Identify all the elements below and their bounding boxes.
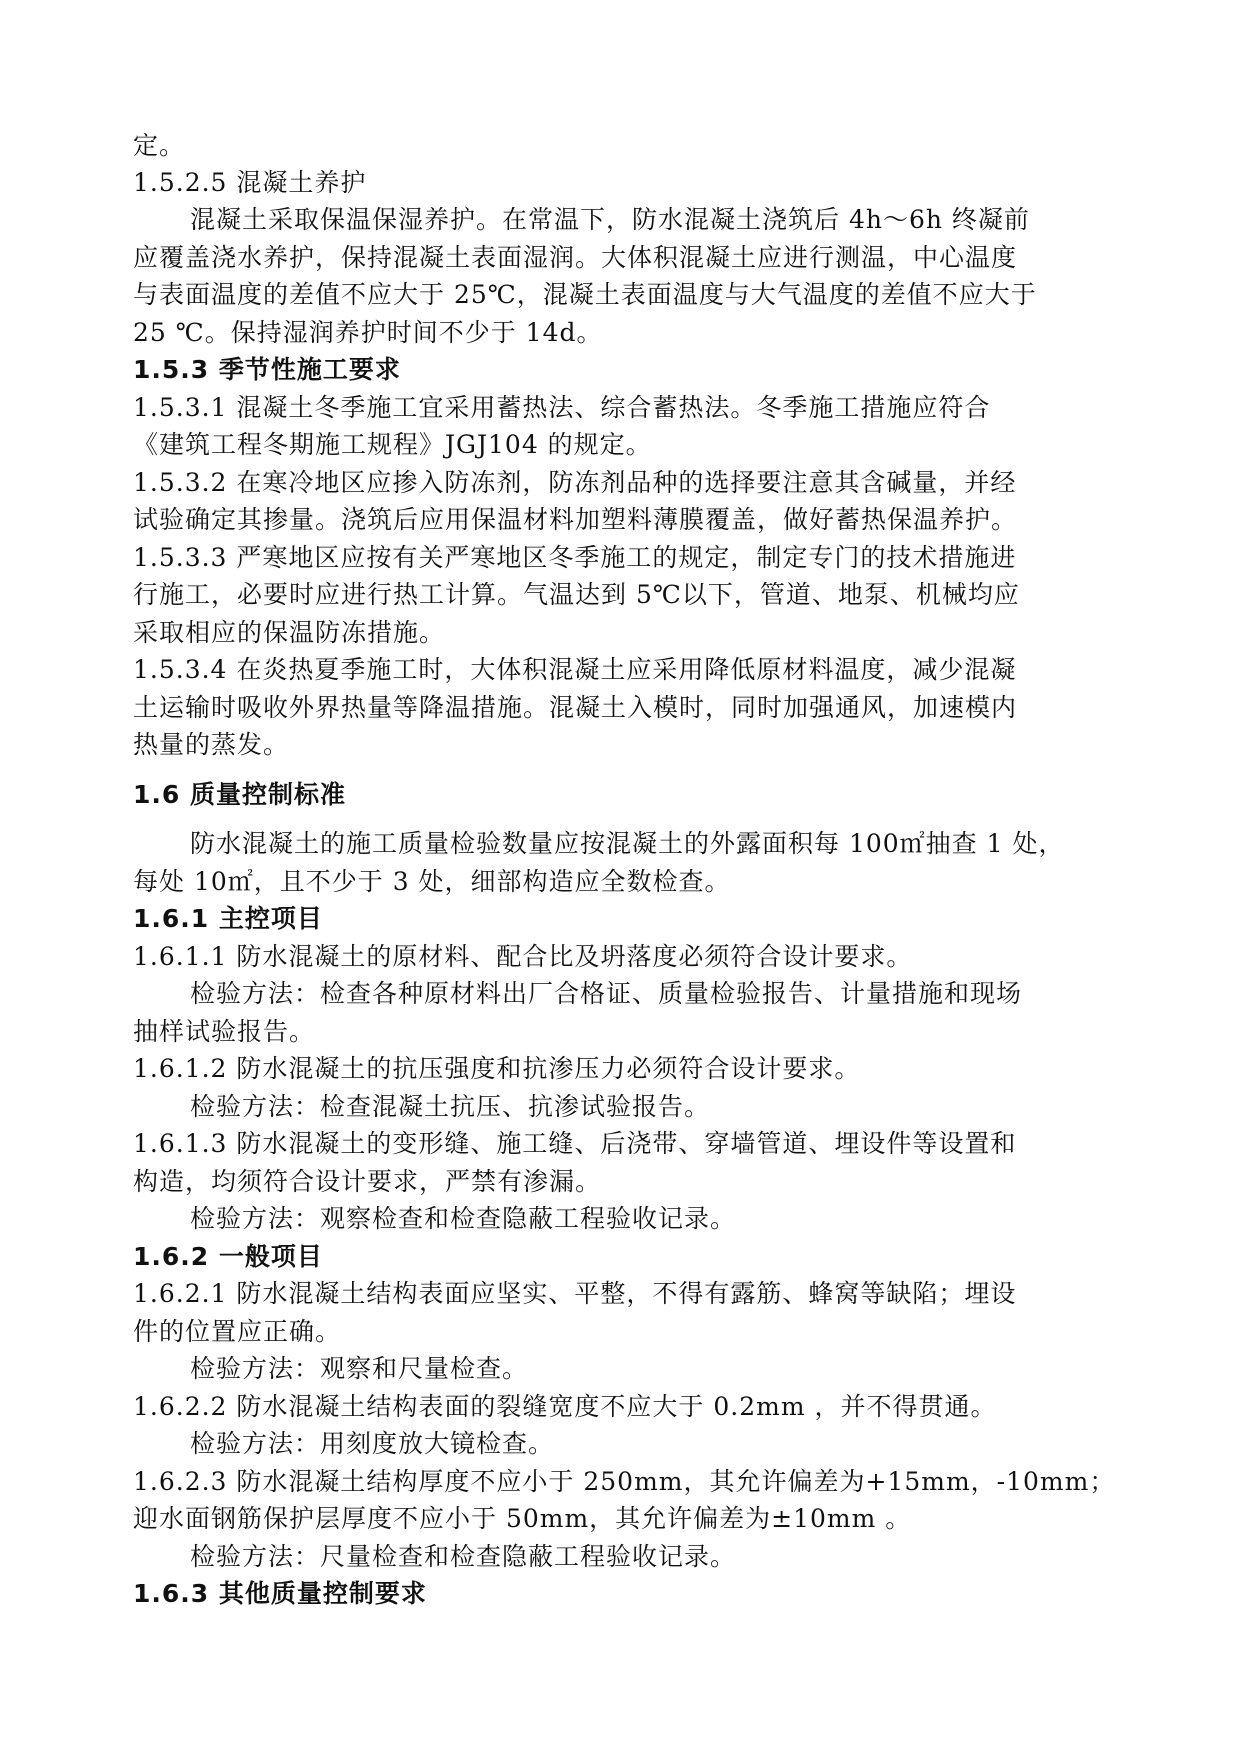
section-heading: 1.6.3 其他质量控制要求 [133,1579,427,1608]
paragraph-line: 应覆盖浇水养护，保持混凝土表面湿润。大体积混凝土应进行测温，中心温度 [133,243,1018,272]
paragraph-line: 土运输时吸收外界热量等降温措施。混凝土入模时，同时加强通风，加速模内 [133,693,1018,722]
paragraph-line: 检验方法：检查混凝土抗压、抗渗试验报告。 [190,1092,711,1121]
paragraph-line: 检验方法：观察和尺量检查。 [190,1354,529,1383]
paragraph-line: 检验方法：用刻度放大镜检查。 [190,1429,555,1458]
paragraph-line: 检验方法：尺量检查和检查隐蔽工程验收记录。 [190,1542,737,1571]
paragraph-line: 1.6.2.3 防水混凝土结构厚度不应小于 250mm，其允许偏差为+15mm，-10mm； [133,1467,1116,1496]
section-heading: 1.6.1 主控项目 [133,904,323,933]
section-heading: 1.6 质量控制标准 [133,780,346,809]
paragraph-line: 与表面温度的差值不应大于 25℃，混凝土表面温度与大气温度的差值不应大于 [133,280,1037,309]
paragraph-line: 《建筑工程冬期施工规程》JGJ104 的规定。 [133,430,652,459]
paragraph-line: 1.6.1.2 防水混凝土的抗压强度和抗渗压力必须符合设计要求。 [133,1054,861,1083]
paragraph-line: 试验确定其掺量。浇筑后应用保温材料加塑料薄膜覆盖，做好蓄热保温养护。 [133,505,1018,534]
paragraph-line: 1.5.3.1 混凝土冬季施工宜采用蓄热法、综合蓄热法。冬季施工措施应符合 [133,393,991,422]
section-heading: 1.6.2 一般项目 [133,1242,323,1271]
paragraph-line: 1.6.1.1 防水混凝土的原材料、配合比及坍落度必须符合设计要求。 [133,942,913,971]
paragraph-line: 1.5.3.4 在炎热夏季施工时，大体积混凝土应采用降低原材料温度，减少混凝 [133,655,1017,684]
paragraph-line: 件的位置应正确。 [133,1317,342,1346]
paragraph-line: 行施工，必要时应进行热工计算。气温达到 5℃以下，管道、地泵、机械均应 [133,580,1020,609]
paragraph-line: 混凝土采取保温保湿养护。在常温下，防水混凝土浇筑后 4h～6h 终凝前 [190,205,1030,234]
paragraph-line: 采取相应的保温防冻措施。 [133,618,446,647]
paragraph-line: 1.5.3.3 严寒地区应按有关严寒地区冬季施工的规定，制定专门的技术措施进 [133,543,1017,572]
paragraph-line: 1.6.1.3 防水混凝土的变形缝、施工缝、后浇带、穿墙管道、埋设件等设置和 [133,1129,1017,1158]
paragraph-line: 1.6.2.2 防水混凝土结构表面的裂缝宽度不应大于 0.2mm ，并不得贯通。 [133,1392,997,1421]
paragraph-line: 热量的蒸发。 [133,730,290,759]
paragraph-line: 每处 10㎡，且不少于 3 处，细部构造应全数检查。 [133,867,731,896]
paragraph-line: 25 ℃。保持湿润养护时间不少于 14d。 [133,318,603,347]
text-line: 定。 [133,131,186,160]
paragraph-line: 抽样试验报告。 [133,1017,316,1046]
paragraph-line: 1.5.3.2 在寒冷地区应掺入防冻剂，防冻剂品种的选择要注意其含碱量，并经 [133,468,1017,497]
paragraph-line: 构造，均须符合设计要求，严禁有渗漏。 [133,1167,602,1196]
paragraph-line: 检验方法：观察检查和检查隐蔽工程验收记录。 [190,1204,737,1233]
paragraph-line: 迎水面钢筋保护层厚度不应小于 50mm，其允许偏差为±10mm 。 [133,1504,912,1533]
paragraph-line: 1.6.2.1 防水混凝土结构表面应坚实、平整，不得有露筋、蜂窝等缺陷；埋设 [133,1279,1017,1308]
section-heading: 1.5.3 季节性施工要求 [133,355,401,384]
subsection-heading: 1.5.2.5 混凝土养护 [133,168,367,197]
paragraph-line: 检验方法：检查各种原材料出厂合格证、质量检验报告、计量措施和现场 [190,979,1023,1008]
paragraph-line: 防水混凝土的施工质量检验数量应按混凝土的外露面积每 100㎡抽查 1 处， [190,829,1065,858]
